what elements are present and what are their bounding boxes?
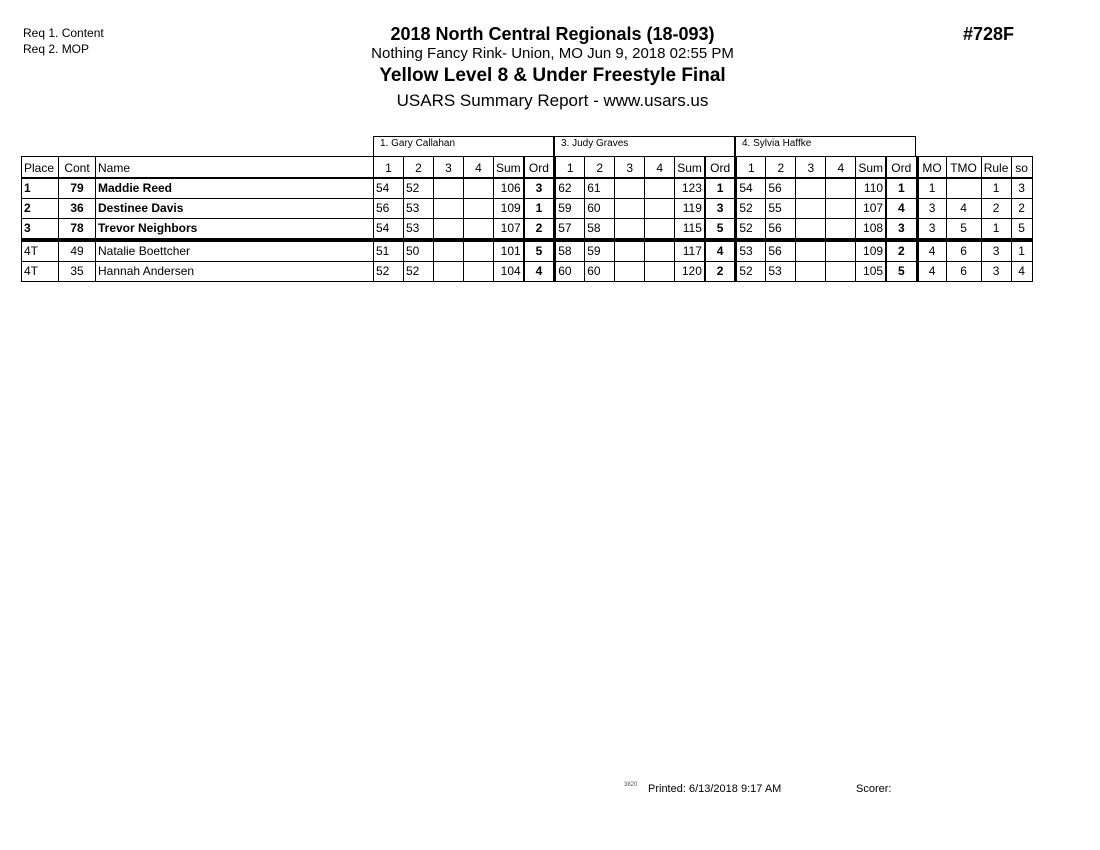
- j3-score-4: [645, 240, 675, 262]
- col-mo: MO: [917, 157, 946, 178]
- j1-score-3: [434, 218, 464, 240]
- skater-name-cell: Trevor Neighbors: [96, 218, 374, 240]
- j1-score-ord: 4: [524, 261, 555, 281]
- j3-score-3: [615, 261, 645, 281]
- j1-score-4: [464, 240, 494, 262]
- j1-score-ord: 5: [524, 240, 555, 262]
- mo-cell: 4: [917, 261, 946, 281]
- j3-score-1: 58: [555, 240, 585, 262]
- j3-score-3: [615, 198, 645, 218]
- j4-score-4: [826, 198, 856, 218]
- j3-score-4: [645, 218, 675, 240]
- skater-name-cell: Maddie Reed: [96, 178, 374, 199]
- j4-score-4: [826, 218, 856, 240]
- col-j3-sum: Sum: [675, 157, 705, 178]
- contestant-number-cell: 78: [59, 218, 96, 240]
- j3-score-sum: 119: [675, 198, 705, 218]
- j3-score-sum: 115: [675, 218, 705, 240]
- j4-score-4: [826, 261, 856, 281]
- j4-score-3: [796, 240, 826, 262]
- j4-score-ord: 1: [886, 178, 917, 199]
- report-name: USARS Summary Report - www.usars.us: [396, 91, 709, 110]
- requirement-mop: Req 2. MOP: [23, 42, 90, 56]
- results-table: [21, 156, 1033, 282]
- col-rule: Rule: [981, 157, 1011, 178]
- j1-score-1: 51: [374, 240, 404, 262]
- j1-score-ord: 2: [524, 218, 555, 240]
- contestant-number-cell: 79: [59, 178, 96, 199]
- col-j3-ord: Ord: [705, 157, 736, 178]
- j4-score-sum: 108: [856, 218, 886, 240]
- j3-score-ord: 4: [705, 240, 736, 262]
- scorer-label: Scorer:: [856, 783, 892, 795]
- tmo-cell: 4: [946, 198, 981, 218]
- j4-score-3: [796, 261, 826, 281]
- place-cell: 4T: [22, 240, 59, 262]
- col-place: Place: [22, 157, 59, 178]
- col-j4-sum: Sum: [856, 157, 886, 178]
- j3-score-sum: 123: [675, 178, 705, 199]
- mo-cell: 3: [917, 218, 946, 240]
- rule-cell: 2: [981, 198, 1011, 218]
- j4-score-sum: 107: [856, 198, 886, 218]
- j3-score-ord: 3: [705, 198, 736, 218]
- event-name: Yellow Level 8 & Under Freestyle Final: [379, 65, 726, 86]
- j3-score-2: 60: [585, 261, 615, 281]
- j4-score-sum: 110: [856, 178, 886, 199]
- rule-cell: 3: [981, 261, 1011, 281]
- so-cell: 5: [1011, 218, 1032, 240]
- j3-score-3: [615, 218, 645, 240]
- rule-cell: 3: [981, 240, 1011, 262]
- j3-score-sum: 120: [675, 261, 705, 281]
- col-j3-3: 3: [615, 157, 645, 178]
- judge-1-header: 1. Gary Callahan: [373, 136, 554, 156]
- j4-score-1: 52: [736, 218, 766, 240]
- col-so: so: [1011, 157, 1032, 178]
- j4-score-1: 53: [736, 240, 766, 262]
- printed-timestamp: Printed: 6/13/2018 9:17 AM: [648, 783, 782, 795]
- j1-score-2: 53: [404, 218, 434, 240]
- table-row: [22, 218, 1033, 240]
- j4-score-ord: 2: [886, 240, 917, 262]
- col-j4-3: 3: [796, 157, 826, 178]
- col-j4-1: 1: [736, 157, 766, 178]
- table-row: [22, 240, 1033, 262]
- j3-score-ord: 5: [705, 218, 736, 240]
- requirement-content: Req 1. Content: [23, 26, 104, 40]
- j1-score-ord: 1: [524, 198, 555, 218]
- j1-score-sum: 104: [494, 261, 524, 281]
- skater-name-cell: Hannah Andersen: [96, 261, 374, 281]
- col-j3-4: 4: [645, 157, 675, 178]
- j1-score-sum: 106: [494, 178, 524, 199]
- place-cell: 2: [22, 198, 59, 218]
- j4-score-4: [826, 178, 856, 199]
- j3-score-1: 59: [555, 198, 585, 218]
- col-j1-1: 1: [374, 157, 404, 178]
- table-header-row: [22, 157, 1033, 178]
- j1-score-2: 50: [404, 240, 434, 262]
- so-cell: 4: [1011, 261, 1032, 281]
- j4-score-2: 56: [766, 218, 796, 240]
- j1-score-sum: 109: [494, 198, 524, 218]
- table-row: [22, 198, 1033, 218]
- judge-3-header: 3. Judy Graves: [554, 136, 735, 156]
- j4-score-sum: 109: [856, 240, 886, 262]
- col-j1-sum: Sum: [494, 157, 524, 178]
- j3-score-3: [615, 178, 645, 199]
- col-name: Name: [96, 157, 374, 178]
- j1-score-ord: 3: [524, 178, 555, 199]
- j3-score-2: 61: [585, 178, 615, 199]
- j3-score-2: 59: [585, 240, 615, 262]
- tmo-cell: 6: [946, 240, 981, 262]
- place-cell: 4T: [22, 261, 59, 281]
- tmo-cell: 6: [946, 261, 981, 281]
- rule-cell: 1: [981, 178, 1011, 199]
- j1-score-4: [464, 261, 494, 281]
- j1-score-1: 54: [374, 178, 404, 199]
- page-subtitle: Nothing Fancy Rink- Union, MO Jun 9, 2018 02:55 PM: [371, 45, 734, 62]
- table-row: [22, 261, 1033, 281]
- j1-score-2: 52: [404, 261, 434, 281]
- j3-score-ord: 1: [705, 178, 736, 199]
- j1-score-3: [434, 178, 464, 199]
- contestant-number-cell: 35: [59, 261, 96, 281]
- j1-score-sum: 101: [494, 240, 524, 262]
- so-cell: 2: [1011, 198, 1032, 218]
- footer-code: 3820: [624, 782, 638, 788]
- j4-score-1: 54: [736, 178, 766, 199]
- j3-score-4: [645, 198, 675, 218]
- j3-score-sum: 117: [675, 240, 705, 262]
- j4-score-ord: 5: [886, 261, 917, 281]
- tmo-cell: [946, 178, 981, 199]
- col-cont: Cont: [59, 157, 96, 178]
- mo-cell: 1: [917, 178, 946, 199]
- judge-4-header: 4. Sylvia Haffke: [735, 136, 916, 156]
- col-j1-3: 3: [434, 157, 464, 178]
- j4-score-1: 52: [736, 198, 766, 218]
- rule-cell: 1: [981, 218, 1011, 240]
- j1-score-2: 52: [404, 178, 434, 199]
- j1-score-3: [434, 198, 464, 218]
- so-cell: 1: [1011, 240, 1032, 262]
- j1-score-4: [464, 218, 494, 240]
- contestant-number-cell: 36: [59, 198, 96, 218]
- j1-score-4: [464, 178, 494, 199]
- j3-score-ord: 2: [705, 261, 736, 281]
- skater-name-cell: Destinee Davis: [96, 198, 374, 218]
- j1-score-1: 54: [374, 218, 404, 240]
- j4-score-2: 53: [766, 261, 796, 281]
- j1-score-3: [434, 261, 464, 281]
- j3-score-1: 62: [555, 178, 585, 199]
- col-j1-4: 4: [464, 157, 494, 178]
- col-tmo: TMO: [946, 157, 981, 178]
- skater-name-cell: Natalie Boettcher: [96, 240, 374, 262]
- j3-score-2: 58: [585, 218, 615, 240]
- j4-score-2: 56: [766, 240, 796, 262]
- j3-score-1: 60: [555, 261, 585, 281]
- j1-score-2: 53: [404, 198, 434, 218]
- page-title: 2018 North Central Regionals (18-093): [390, 24, 715, 44]
- mo-cell: 3: [917, 198, 946, 218]
- j4-score-3: [796, 178, 826, 199]
- col-j1-2: 2: [404, 157, 434, 178]
- j1-score-sum: 107: [494, 218, 524, 240]
- j3-score-3: [615, 240, 645, 262]
- col-j3-1: 1: [555, 157, 585, 178]
- j4-score-2: 55: [766, 198, 796, 218]
- j3-score-1: 57: [555, 218, 585, 240]
- col-j3-2: 2: [585, 157, 615, 178]
- j4-score-3: [796, 198, 826, 218]
- j4-score-ord: 3: [886, 218, 917, 240]
- j4-score-1: 52: [736, 261, 766, 281]
- j4-score-sum: 105: [856, 261, 886, 281]
- mo-cell: 4: [917, 240, 946, 262]
- so-cell: 3: [1011, 178, 1032, 199]
- j4-score-4: [826, 240, 856, 262]
- j1-score-3: [434, 240, 464, 262]
- place-cell: 1: [22, 178, 59, 199]
- col-j4-4: 4: [826, 157, 856, 178]
- j3-score-2: 60: [585, 198, 615, 218]
- col-j4-ord: Ord: [886, 157, 917, 178]
- j3-score-4: [645, 261, 675, 281]
- j4-score-ord: 4: [886, 198, 917, 218]
- col-j1-ord: Ord: [524, 157, 555, 178]
- j1-score-1: 56: [374, 198, 404, 218]
- tmo-cell: 5: [946, 218, 981, 240]
- j3-score-4: [645, 178, 675, 199]
- event-code: #728F: [963, 24, 1015, 44]
- col-j4-2: 2: [766, 157, 796, 178]
- j1-score-1: 52: [374, 261, 404, 281]
- contestant-number-cell: 49: [59, 240, 96, 262]
- table-row: [22, 178, 1033, 199]
- j4-score-2: 56: [766, 178, 796, 199]
- j4-score-3: [796, 218, 826, 240]
- place-cell: 3: [22, 218, 59, 240]
- j1-score-4: [464, 198, 494, 218]
